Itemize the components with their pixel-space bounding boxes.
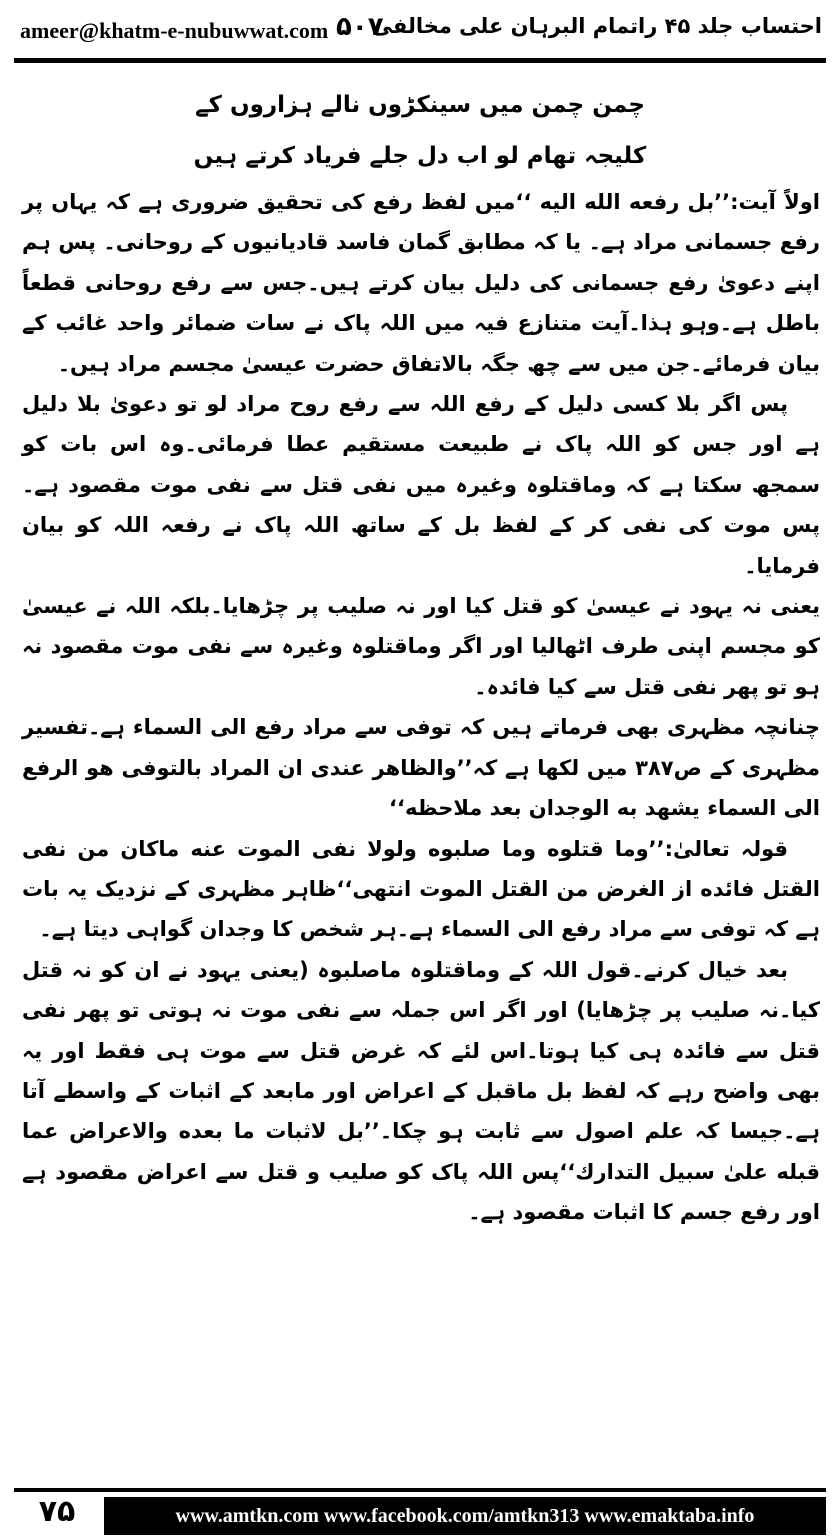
header-title: احتساب جلد ۴۵ راتمام البرہان علی مخالفی (371, 14, 822, 38)
footer-links[interactable]: www.amtkn.com www.facebook.com/amtkn313 www.emaktaba.info (175, 1504, 755, 1527)
paragraph-3: یعنی نہ یہود نے عیسیٰ کو قتل کیا اور نہ صلیب پر چڑھایا۔بلکہ اللہ نے عیسیٰ کو مجسم اپنی طرف اٹھالیا اور اگر وماقتلوہ وغیرہ سے نفی موت مقصود نہ ہو تو پھر نفی قتل سے کیا فائدہ۔ (22, 594, 820, 699)
verse-line-1: چمن چمن میں سینکڑوں نالے ہزاروں کے (195, 92, 645, 118)
header-rule (14, 58, 826, 63)
header-page-number: ۵۰۷ (336, 12, 384, 42)
footer-page-number: ۷۵ (38, 1494, 76, 1529)
paragraph-1: اولاً آیت:’’بل رفعه الله اليه ‘‘میں لفظ رفع کی تحقیق ضروری ہے کہ یہاں پر رفع جسمانی مراد ہے۔ یا کہ مطابق گمان فاسد قادیانیوں کے روحانی۔ پس ہم اپنے دعویٰ رفع جسمانی کی دلیل بیان کرتے ہیں۔جس سے رفع روحانی قطعاً باطل ہے۔وہو ہذا۔آیت متنازع فیہ میں اللہ پاک نے سات ضمائر واحد غائب کے بیان فرمائے۔جن میں سے چھ جگہ بالاتفاق حضرت عیسیٰ مجسم مراد ہیں۔ (22, 190, 820, 376)
verse-line-2: کلیجہ تھام لو اب دل جلے فریاد کرتے ہیں (193, 143, 647, 169)
header-email[interactable]: ameer@khatm-e-nubuwwat.com (20, 18, 329, 43)
footer-links-bar (104, 1497, 826, 1535)
paragraph-6: بعد خیال کرنے۔قول اللہ کے وماقتلوہ ماصلبوہ (یعنی یہود نے ان کو نہ قتل کیا۔نہ صلیب پر چڑھایا) اور اگر اس جملہ سے نفی موت نہ ہوتی تو پھر نفی قتل سے فائدہ ہی کیا ہوتا۔اس لئے کہ غرض قتل سے موت ہی فقط اور یہ بھی واضح رہے کہ لفظ بل ماقبل کے اعراض اور مابعد کے اثبات کے واسطے آتا ہے۔جیسا کہ علم اصول سے ثابت ہو چکا۔’’بل لاثبات ما بعده والاعراض عما قبله علىٰ سبيل التدارك‘‘پس اللہ پاک کو صلیب و قتل سے اعراض مقصود ہے اور رفع جسم کا اثبات مقصود ہے۔ (22, 957, 820, 1225)
paragraph-5: قولہ تعالیٰ:’’وما قتلوه وما صلبوه ولولا نفى الموت عنه ماكان من نفى القتل فائده از الغرض من القتل الموت انتهى‘‘ظاہر مظہری کے نزدیک یہ بات ہے کہ توفی سے مراد رفع الی السماء ہے۔ہر شخص کا وجدان گواہی دیتا ہے۔ (22, 836, 820, 942)
page-header (14, 8, 826, 52)
paragraph-2: پس اگر بلا کسی دلیل کے رفع اللہ سے رفع روح مراد لو تو دعویٰ بلا دلیل ہے اور جس کو اللہ پاک نے طبیعت مستقیم عطا فرمائی۔وہ اس بات کو سمجھ سکتا ہے کہ وماقتلوہ وغیرہ میں نفی قتل سے نفی موت مقصود ہے۔پس موت کی نفی کر کے لفظ بل کے ساتھ اللہ پاک نے رفعہ اللہ کو بیان فرمایا۔ (22, 392, 820, 578)
footer-rule (14, 1488, 826, 1492)
body-text (22, 182, 820, 1233)
paragraph-4: چنانچہ مظہری بھی فرماتے ہیں کہ توفی سے مراد رفع الی السماء ہے۔تفسیر مظہری کے ص۳۸۷ میں لکھا ہے کہ’’والظاهر عندى ان المراد بالتوفى هو الرفع الى السماء يشهد به الوجدان بعد ملاحظه‘‘ (22, 715, 821, 821)
